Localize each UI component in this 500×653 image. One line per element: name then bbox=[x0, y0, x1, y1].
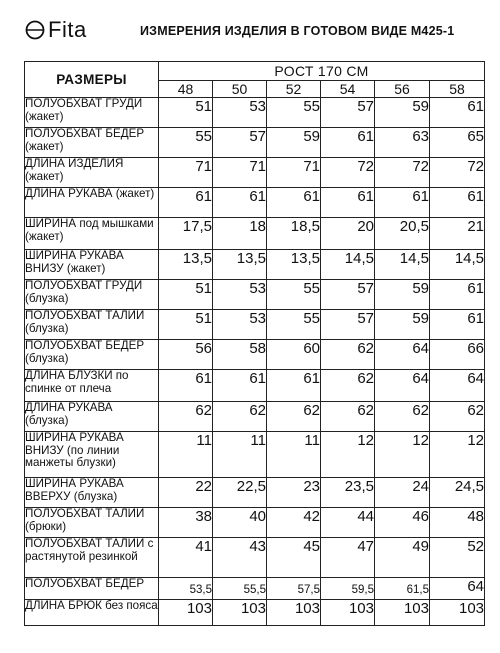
measurement-value: 63 bbox=[375, 128, 430, 158]
table-row bbox=[25, 578, 485, 600]
measurement-value: 60 bbox=[267, 340, 321, 370]
measurement-value: 12 bbox=[375, 432, 430, 478]
table-row bbox=[25, 280, 485, 310]
measurement-label: ПОЛУОБХВАТ БЕДЕР (блузка) bbox=[25, 340, 159, 370]
page-title: ИЗМЕРЕНИЯ ИЗДЕЛИЯ В ГОТОВОМ ВИДЕ М425-1 bbox=[140, 24, 455, 38]
table-row bbox=[25, 250, 485, 280]
measurement-value: 62 bbox=[430, 402, 485, 432]
measurement-value: 57,5 bbox=[267, 578, 321, 600]
measurement-value: 62 bbox=[375, 402, 430, 432]
table-row bbox=[25, 402, 485, 432]
measurement-value: 61 bbox=[213, 370, 267, 402]
document-header bbox=[24, 14, 484, 48]
measurement-value: 103 bbox=[430, 600, 485, 626]
measurement-label: ПОЛУОБХВАТ ГРУДИ (жакет) bbox=[25, 98, 159, 128]
measurement-value: 62 bbox=[267, 402, 321, 432]
measurement-value: 72 bbox=[430, 158, 485, 188]
measurement-value: 62 bbox=[321, 402, 375, 432]
measurement-value: 49 bbox=[375, 538, 430, 578]
table-row bbox=[25, 538, 485, 578]
measurement-value: 72 bbox=[321, 158, 375, 188]
measurement-value: 11 bbox=[267, 432, 321, 478]
measurement-value: 59 bbox=[375, 98, 430, 128]
measurement-value: 21 bbox=[430, 218, 485, 250]
measurement-value: 71 bbox=[267, 158, 321, 188]
measurement-value: 20 bbox=[321, 218, 375, 250]
measurement-value: 24,5 bbox=[430, 478, 485, 508]
measurement-value: 72 bbox=[375, 158, 430, 188]
measurement-value: 53 bbox=[213, 98, 267, 128]
measurement-label: ШИРИНА РУКАВА ВВЕРХУ (блузка) bbox=[25, 478, 159, 508]
measurement-value: 13,5 bbox=[267, 250, 321, 280]
measurement-value: 46 bbox=[375, 508, 430, 538]
measurement-value: 13,5 bbox=[159, 250, 213, 280]
table-row bbox=[25, 370, 485, 402]
measurement-label: ДЛИНА ИЗДЕЛИЯ (жакет) bbox=[25, 158, 159, 188]
table-row bbox=[25, 478, 485, 508]
measurement-value: 55 bbox=[267, 98, 321, 128]
measurement-label: ШИРИНА РУКАВА ВНИЗУ (жакет) bbox=[25, 250, 159, 280]
measurement-value: 59 bbox=[267, 128, 321, 158]
measurement-value: 62 bbox=[321, 370, 375, 402]
measurement-value: 53 bbox=[213, 280, 267, 310]
size-header-cell: 58 bbox=[430, 81, 485, 98]
measurement-label: ДЛИНА РУКАВА (жакет) bbox=[25, 188, 159, 218]
table-row bbox=[25, 98, 485, 128]
measurement-value: 45 bbox=[267, 538, 321, 578]
measurement-value: 55 bbox=[267, 310, 321, 340]
measurement-value: 13,5 bbox=[213, 250, 267, 280]
measurement-label: ПОЛУОБХВАТ БЕДЕР bbox=[25, 578, 159, 600]
measurement-value: 11 bbox=[213, 432, 267, 478]
measurement-label: ДЛИНА БРЮК без пояса bbox=[25, 600, 159, 626]
measurement-value: 51 bbox=[159, 280, 213, 310]
measurement-value: 17,5 bbox=[159, 218, 213, 250]
measurement-value: 103 bbox=[213, 600, 267, 626]
size-header-cell: 56 bbox=[375, 81, 430, 98]
measurement-value: 52 bbox=[430, 538, 485, 578]
measurement-value: 103 bbox=[321, 600, 375, 626]
measurement-value: 55 bbox=[267, 280, 321, 310]
growth-header: РОСТ 170 СМ bbox=[159, 62, 485, 81]
measurement-value: 62 bbox=[159, 402, 213, 432]
measurement-label: ДЛИНА РУКАВА (блузка) bbox=[25, 402, 159, 432]
measurement-value: 61 bbox=[321, 128, 375, 158]
measurement-value: 61 bbox=[267, 370, 321, 402]
measurement-label: ПОЛУОБХВАТ ТАЛИИ (брюки) bbox=[25, 508, 159, 538]
measurement-value: 103 bbox=[267, 600, 321, 626]
brand-name: Fita bbox=[48, 17, 87, 42]
measurement-value: 51 bbox=[159, 98, 213, 128]
measurement-value: 61 bbox=[430, 188, 485, 218]
measurement-value: 61 bbox=[430, 98, 485, 128]
table-row bbox=[25, 158, 485, 188]
size-table bbox=[24, 61, 485, 626]
measurement-value: 14,5 bbox=[430, 250, 485, 280]
measurement-value: 61 bbox=[321, 188, 375, 218]
measurement-value: 57 bbox=[321, 280, 375, 310]
measurement-label: ПОЛУОБХВАТ ГРУДИ (блузка) bbox=[25, 280, 159, 310]
table-row bbox=[25, 600, 485, 626]
measurement-value: 53,5 bbox=[159, 578, 213, 600]
measurement-value: 64 bbox=[430, 370, 485, 402]
brand-logo bbox=[24, 18, 87, 42]
size-header-cell: 50 bbox=[213, 81, 267, 98]
measurement-value: 103 bbox=[375, 600, 430, 626]
measurement-value: 61 bbox=[213, 188, 267, 218]
measurement-value: 14,5 bbox=[321, 250, 375, 280]
measurement-value: 40 bbox=[213, 508, 267, 538]
measurement-value: 66 bbox=[430, 340, 485, 370]
measurement-value: 62 bbox=[321, 340, 375, 370]
measurement-value: 51 bbox=[159, 310, 213, 340]
measurement-value: 53 bbox=[213, 310, 267, 340]
size-header-cell: 52 bbox=[267, 81, 321, 98]
measurement-label: ШИРИНА под мышками (жакет) bbox=[25, 218, 159, 250]
measurement-value: 47 bbox=[321, 538, 375, 578]
measurement-value: 42 bbox=[267, 508, 321, 538]
measurement-value: 61 bbox=[267, 188, 321, 218]
sizes-header: РАЗМЕРЫ bbox=[25, 62, 159, 98]
measurement-label: ПОЛУОБХВАТ ТАЛИИ (блузка) bbox=[25, 310, 159, 340]
measurement-value: 64 bbox=[430, 578, 485, 600]
measurement-value: 23 bbox=[267, 478, 321, 508]
measurement-value: 20,5 bbox=[375, 218, 430, 250]
measurement-value: 23,5 bbox=[321, 478, 375, 508]
measurement-value: 41 bbox=[159, 538, 213, 578]
measurement-value: 43 bbox=[213, 538, 267, 578]
measurement-label: ШИРИНА РУКАВА ВНИЗУ (по линии манжеты блузки) bbox=[25, 432, 159, 478]
table-row bbox=[25, 188, 485, 218]
table-row bbox=[25, 128, 485, 158]
measurement-label: ПОЛУОБХВАТ ТАЛИИ с растянутой резинкой bbox=[25, 538, 159, 578]
measurement-value: 38 bbox=[159, 508, 213, 538]
measurement-value: 24 bbox=[375, 478, 430, 508]
measurement-value: 61 bbox=[430, 310, 485, 340]
measurement-value: 61,5 bbox=[375, 578, 430, 600]
measurement-value: 64 bbox=[375, 370, 430, 402]
measurement-value: 11 bbox=[159, 432, 213, 478]
measurement-value: 62 bbox=[213, 402, 267, 432]
fita-logo-icon bbox=[24, 19, 46, 41]
measurement-value: 56 bbox=[159, 340, 213, 370]
measurement-value: 18 bbox=[213, 218, 267, 250]
measurement-value: 103 bbox=[159, 600, 213, 626]
measurement-value: 71 bbox=[159, 158, 213, 188]
measurement-value: 22,5 bbox=[213, 478, 267, 508]
table-row bbox=[25, 432, 485, 478]
measurement-value: 61 bbox=[375, 188, 430, 218]
measurement-value: 65 bbox=[430, 128, 485, 158]
measurement-value: 59,5 bbox=[321, 578, 375, 600]
measurement-value: 59 bbox=[375, 310, 430, 340]
table-body bbox=[25, 98, 485, 626]
measurement-value: 57 bbox=[321, 310, 375, 340]
measurement-value: 12 bbox=[430, 432, 485, 478]
measurement-value: 55 bbox=[159, 128, 213, 158]
table-row bbox=[25, 508, 485, 538]
table-row bbox=[25, 218, 485, 250]
measurement-value: 57 bbox=[213, 128, 267, 158]
size-header-cell: 48 bbox=[159, 81, 213, 98]
measurement-value: 12 bbox=[321, 432, 375, 478]
measurement-value: 61 bbox=[159, 370, 213, 402]
measurement-value: 71 bbox=[213, 158, 267, 188]
measurement-value: 61 bbox=[159, 188, 213, 218]
measurement-value: 58 bbox=[213, 340, 267, 370]
measurement-value: 14,5 bbox=[375, 250, 430, 280]
measurement-label: ДЛИНА БЛУЗКИ по спинке от плеча bbox=[25, 370, 159, 402]
measurement-value: 57 bbox=[321, 98, 375, 128]
measurement-value: 22 bbox=[159, 478, 213, 508]
measurement-value: 18,5 bbox=[267, 218, 321, 250]
measurement-value: 59 bbox=[375, 280, 430, 310]
measurement-label: ПОЛУОБХВАТ БЕДЕР (жакет) bbox=[25, 128, 159, 158]
measurement-value: 48 bbox=[430, 508, 485, 538]
measurement-value: 61 bbox=[430, 280, 485, 310]
measurement-value: 64 bbox=[375, 340, 430, 370]
table-row bbox=[25, 310, 485, 340]
measurement-value: 55,5 bbox=[213, 578, 267, 600]
table-row bbox=[25, 340, 485, 370]
size-header-cell: 54 bbox=[321, 81, 375, 98]
table-header-row bbox=[25, 62, 485, 81]
measurement-value: 44 bbox=[321, 508, 375, 538]
